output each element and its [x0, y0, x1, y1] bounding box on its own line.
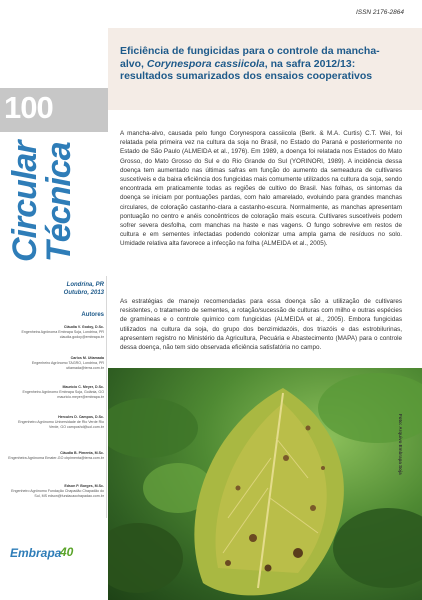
author-item — [8, 325, 104, 340]
title-species: Corynespora cassiicola — [146, 57, 265, 70]
author-name: Cláudia V. Godoy, D.Sc. — [63, 325, 104, 329]
series-word-tecnica: Técnica — [40, 142, 78, 262]
photo-credit: Foto: Arquivo Embrapa Soja — [398, 414, 403, 475]
author-info: Engenheiro Agrônomo TAGRO, Londrina, PR utiamada@terra.com.br — [31, 360, 104, 370]
series-number: 100 — [4, 90, 53, 125]
soybean-leaf-photo — [108, 368, 422, 600]
leaf-illustration — [108, 368, 422, 600]
publication-place: Londrina, PR — [66, 282, 104, 288]
author-info: Engenheiro Agrônomo Fundação Chapadão Chapadão do Sul, MS edson@fundacaochapadao.com.br — [11, 488, 104, 498]
author-item — [8, 484, 104, 499]
embrapa-logo: Embrapa — [10, 546, 62, 560]
document-title — [120, 45, 390, 83]
title-part-2: , na safra 2012/13: resultados sumarizados dos ensaios cooperativos — [120, 57, 373, 83]
author-info: Engenheira Agrônoma Embrapa Soja, Londrina, PR claudia.godoy@embrapa.br — [21, 329, 104, 339]
author-info: Engenheira Agrônoma Emater-GO cbpimenta@terra.com.br — [8, 455, 104, 460]
author-name: Maurício C. Meyer, D.Sc. — [62, 385, 104, 389]
author-info: Engenheiro Agrônomo Universidade de Rio Verde Rio Verde, GO camposhd@uol.com.br — [18, 419, 104, 429]
sidebar-divider — [106, 276, 107, 518]
author-name: Cláudia B. Pimenta, M.Sc. — [60, 451, 104, 455]
authors-heading: Autores — [81, 312, 104, 318]
issn-number: ISSN 2176-2864 — [355, 9, 404, 16]
publication-place-date — [8, 282, 104, 298]
series-word-circular: Circular — [6, 141, 44, 262]
publication-date: Outubro, 2013 — [63, 289, 104, 296]
author-item — [8, 415, 104, 430]
author-info: Engenheiro Agrônomo Embrapa Soja, Goiânia, GO mauricio.meyer@embrapa.br — [22, 389, 104, 399]
anniversary-logo: 40 — [60, 545, 74, 559]
author-name: Edson P. Borges, M.Sc. — [64, 484, 104, 488]
title-part-1: Eficiência de fungicidas para o controle da mancha-alvo, — [120, 45, 380, 70]
author-item — [8, 356, 104, 371]
logo-area — [0, 532, 108, 600]
author-item — [8, 385, 104, 400]
author-item — [8, 451, 104, 461]
body-paragraph-2: As estratégias de manejo recomendadas para essa doença são a utilização de cultivares resistentes, o tratamento de sementes, a rotação/sucessão de culturas com milho e outras espécies de gramíneas e o controle químico com fungicidas (ALMEIDA et al., 2005). Embora fungicidas utilizados na cultura da soja, do grupo dos benzimidazóis, dos triazóis e das estrobilurinas, apresentem registro no Ministério da Agricultura, Pecuária e Abastecimento (MAPA) para o controle dessa doença, não tem sido observada eficiência satisfatória no campo. — [120, 298, 402, 351]
body-paragraph-1: A mancha-alvo, causada pelo fungo Corynespora cassiicola (Berk. & M.A. Curtis) C.T. Wei, foi relatada pela primeira vez na cultura da soja no Brasil, no Estado do Paraná e posteriormente no Estado de São Paulo (ALMEIDA et al., 1976). Em 1989, a doença foi relatada nos Estados do Mato Grosso, do Mato Grosso do Sul e do Rio Grande do Sul (YORINORI, 1989). A incidência dessa doença tem aumentado nas últimas safras em função do aumento da semeadura de cultivares suscetíveis e da baixa eficiência dos fungicidas mais comumente utilizados na cultura da soja, sendo encontrada em praticamente todas as regiões de cultivo do Brasil. Nas folhas, os sintomas da doença se iniciam por pontuações pardas, com halo amarelado, evoluindo para grandes manchas circulares, de coloração castanho-clara a castanho-escura. Normalmente, as manchas apresentam pontuação no centro e anéis concêntricos de coloração mais escura. Cultivares suscetíveis podem sofrer severa desfolha, com manchas na haste e nas vagens. O fungo sobrevive em restos de cultura e em sementes infectadas podendo colonizar uma ampla gama de resíduos no solo. Umidade relativa alta favorece a infecção na folha (ALMEIDA et al., 2005). — [120, 130, 402, 248]
author-name: Hercules D. Campos, D.Sc. — [58, 415, 104, 419]
author-name: Carlos M. Utiamada — [70, 356, 104, 360]
